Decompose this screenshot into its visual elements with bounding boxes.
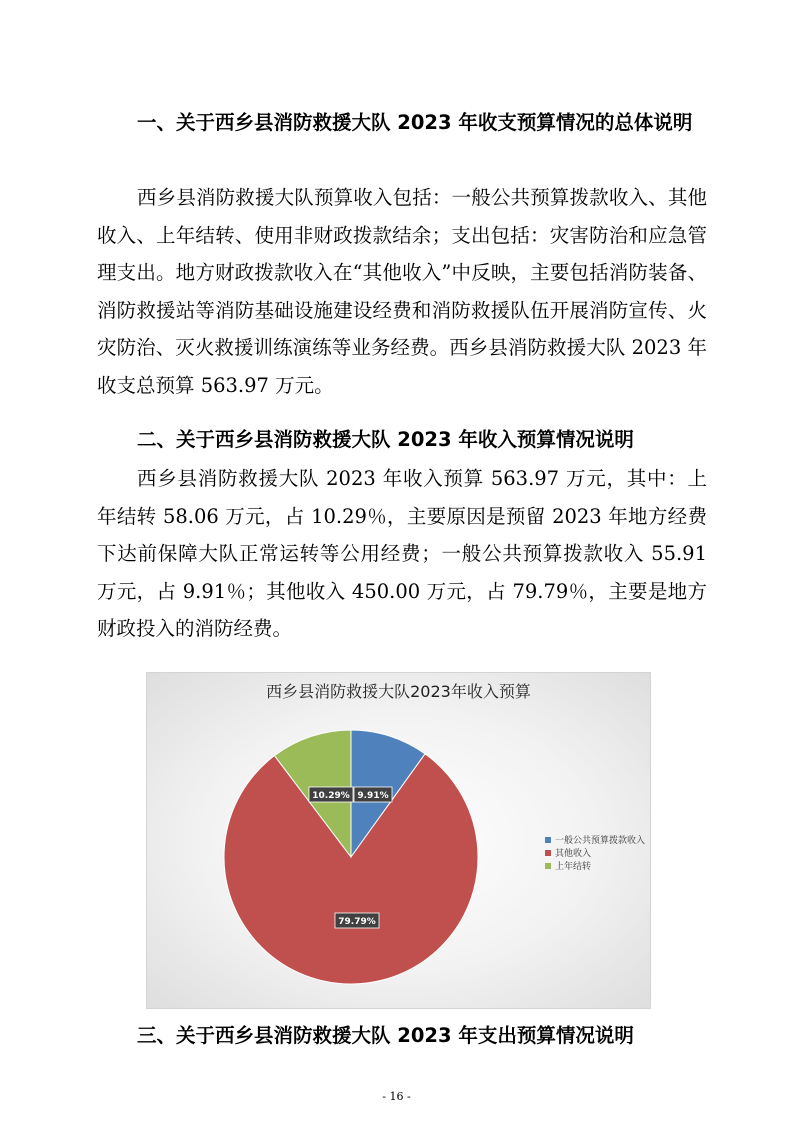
legend-label: 其他收入 — [555, 849, 592, 859]
legend-item — [545, 859, 645, 872]
section1-body: 西乡县消防救援大队预算收入包括：一般公共预算拨款收入、其他收入、上年结转、使用非财政拨款结余；支出包括：灾害防治和应急管理支出。地方财政拨款收入在“其他收入”中反映，主要包括消防装备、消防救援站等消防基础设施建设经费和消防救援队伍开展消防宣传、火灾防治、灭火救援训练演练等业务经费。西乡县消防救援大队 2023 年收支总预算 563.97 万元。 — [97, 186, 707, 397]
pie-data-label — [309, 787, 353, 802]
legend-swatch-green — [545, 863, 551, 869]
chart-title: 西乡县消防救援大队2023年收入预算 — [266, 682, 531, 701]
legend-label: 上年结转 — [555, 862, 592, 872]
section2-body: 西乡县消防救援大队 2023 年收入预算 563.97 万元，其中：上年结转 58.06 万元，占 10.29％，主要原因是预留 2023 年地方经费下达前保障大队正常运转等公用经费；一般公共预算拨款收入 55.91 万元，占 9.91％；其他收入 450.00 万元，占 79.79％，主要是地方财政投入的消防经费。 — [97, 467, 707, 640]
svg-text:10.29%: 10.29% — [312, 791, 350, 801]
page-number: - 16 - — [382, 1090, 411, 1103]
pie-data-label — [354, 787, 392, 802]
legend-swatch-red — [545, 850, 551, 856]
section1-heading: 一、关于西乡县消防救援大队 2023 年收支预算情况的总体说明 — [137, 111, 693, 134]
legend-label: 一般公共预算拨款收入 — [555, 836, 646, 846]
legend-swatch-blue — [545, 837, 551, 843]
chart-legend — [545, 833, 645, 872]
legend-item — [545, 833, 645, 846]
section2-heading: 二、关于西乡县消防救援大队 2023 年收入预算情况说明 — [137, 428, 634, 451]
pie-data-label — [335, 913, 379, 928]
svg-text:79.79%: 79.79% — [338, 917, 376, 927]
pie-chart — [146, 672, 651, 1009]
legend-item — [545, 846, 645, 859]
svg-text:9.91%: 9.91% — [357, 791, 389, 801]
section3-heading: 三、关于西乡县消防救援大队 2023 年支出预算情况说明 — [137, 1024, 634, 1047]
